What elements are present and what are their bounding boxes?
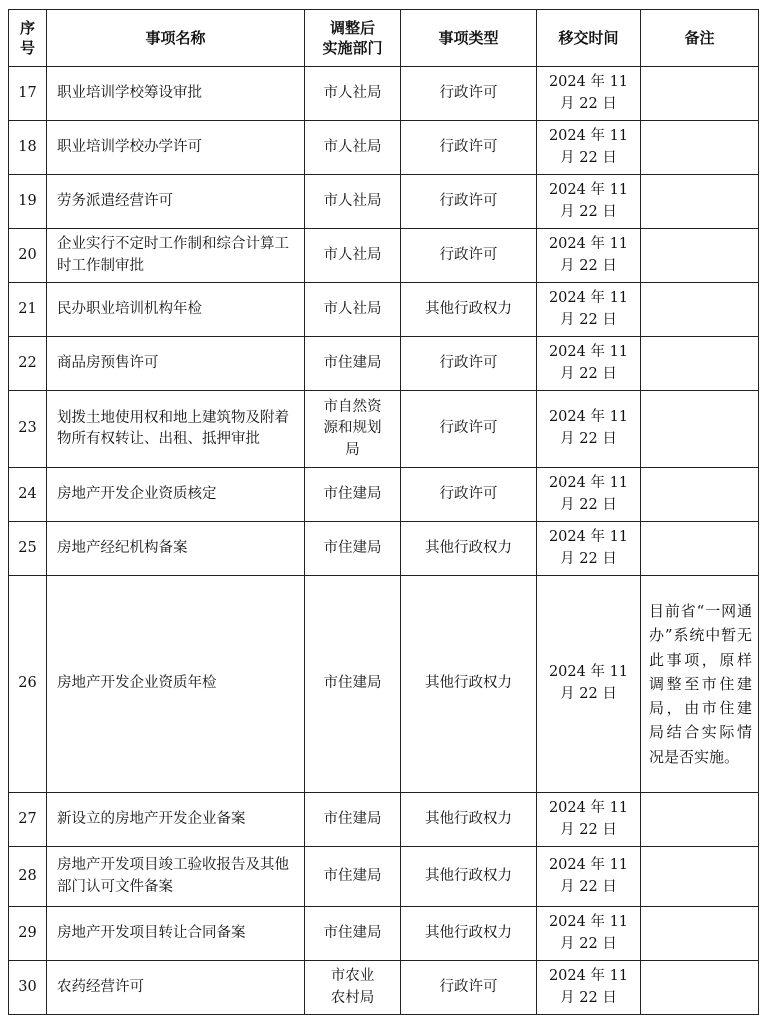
- table-row: [9, 576, 759, 793]
- row-matter-name: 民办职业培训机构年检: [47, 283, 305, 337]
- row-transfer-date: [537, 847, 641, 907]
- row-department: [305, 283, 401, 337]
- row-transfer-date: [537, 961, 641, 1015]
- row-transfer-date-line: 月 22 日: [560, 203, 617, 220]
- row-department: [305, 337, 401, 391]
- row-remarks: [641, 67, 759, 121]
- row-remarks: [641, 793, 759, 847]
- row-matter-name: 划拨土地使用权和地上建筑物及附着物所有权转让、出租、抵押审批: [47, 391, 305, 468]
- row-matter-type: 行政许可: [401, 67, 537, 121]
- header-type: 事项类型: [401, 10, 537, 67]
- row-transfer-date: [537, 229, 641, 283]
- table-row: [9, 468, 759, 522]
- row-transfer-date: [537, 175, 641, 229]
- row-remarks: [641, 121, 759, 175]
- row-matter-type: 其他行政权力: [401, 283, 537, 337]
- row-remarks: [641, 391, 759, 468]
- row-department-line: 市人社局: [323, 246, 382, 263]
- row-matter-type: 其他行政权力: [401, 847, 537, 907]
- row-department: [305, 522, 401, 576]
- row-department: [305, 793, 401, 847]
- table-row: [9, 67, 759, 121]
- row-department: [305, 961, 401, 1015]
- header-no-line1: 序: [19, 18, 35, 37]
- row-remarks: [641, 337, 759, 391]
- row-matter-type: 行政许可: [401, 468, 537, 522]
- row-transfer-date-line: 月 22 日: [560, 95, 617, 112]
- row-department-line: 市农业: [330, 968, 375, 985]
- row-number: 17: [9, 67, 47, 121]
- row-transfer-date-line: 月 22 日: [560, 878, 617, 895]
- row-transfer-date: [537, 121, 641, 175]
- row-department-line: 市人社局: [323, 300, 382, 317]
- row-number: 26: [9, 576, 47, 793]
- row-matter-name: 房地产开发企业资质年检: [47, 576, 305, 793]
- row-transfer-date-line: 月 22 日: [560, 311, 617, 328]
- row-remarks: [641, 283, 759, 337]
- row-number: 20: [9, 229, 47, 283]
- row-remarks: [641, 468, 759, 522]
- row-matter-type: 行政许可: [401, 175, 537, 229]
- row-transfer-date-line: 2024 年 11: [548, 289, 629, 306]
- row-transfer-date: [537, 337, 641, 391]
- matters-table: [8, 9, 759, 1015]
- row-matter-name: 职业培训学校筹设审批: [47, 67, 305, 121]
- row-number: 18: [9, 121, 47, 175]
- row-matter-name: 职业培训学校办学许可: [47, 121, 305, 175]
- row-matter-name: 企业实行不定时工作制和综合计算工时工作制审批: [47, 229, 305, 283]
- row-transfer-date-line: 月 22 日: [560, 821, 617, 838]
- row-transfer-date-line: 2024 年 11: [548, 235, 629, 252]
- row-transfer-date: [537, 391, 641, 468]
- row-number: 30: [9, 961, 47, 1015]
- table-row: [9, 522, 759, 576]
- table-row: [9, 847, 759, 907]
- row-number: 21: [9, 283, 47, 337]
- row-transfer-date: [537, 522, 641, 576]
- row-department: [305, 391, 401, 468]
- table-row: [9, 961, 759, 1015]
- row-department-line: 市人社局: [323, 84, 382, 101]
- row-department-line: 市自然资: [323, 399, 382, 416]
- row-number: 19: [9, 175, 47, 229]
- row-number: 27: [9, 793, 47, 847]
- row-matter-type: 其他行政权力: [401, 793, 537, 847]
- row-transfer-date-line: 2024 年 11: [548, 409, 629, 426]
- table-row: [9, 793, 759, 847]
- row-matter-type: 行政许可: [401, 121, 537, 175]
- row-department-line: 局: [345, 441, 360, 458]
- row-matter-name: 房地产开发项目竣工验收报告及其他部门认可文件备案: [47, 847, 305, 907]
- row-department: [305, 907, 401, 961]
- row-matter-type: 其他行政权力: [401, 522, 537, 576]
- row-remarks: [641, 229, 759, 283]
- row-transfer-date-line: 月 22 日: [560, 149, 617, 166]
- header-no-line2: 号: [19, 39, 35, 57]
- row-department: [305, 847, 401, 907]
- header-note: 备注: [641, 10, 759, 67]
- row-matter-type: 其他行政权力: [401, 576, 537, 793]
- row-department-line: 市人社局: [323, 192, 382, 209]
- row-department: [305, 175, 401, 229]
- row-remarks: [641, 847, 759, 907]
- header-no: [9, 10, 47, 67]
- row-transfer-date-line: 月 22 日: [560, 550, 617, 567]
- row-transfer-date-line: 月 22 日: [560, 935, 617, 952]
- row-number: 25: [9, 522, 47, 576]
- row-remarks: [641, 175, 759, 229]
- table-row: [9, 121, 759, 175]
- row-department-line: 市住建局: [323, 867, 382, 884]
- row-department-line: 市住建局: [323, 354, 382, 371]
- row-transfer-date-line: 2024 年 11: [548, 967, 629, 984]
- row-number: 29: [9, 907, 47, 961]
- row-remarks: [641, 961, 759, 1015]
- row-matter-name: 房地产经纪机构备案: [47, 522, 305, 576]
- row-transfer-date-line: 2024 年 11: [548, 856, 629, 873]
- row-transfer-date-line: 2024 年 11: [548, 127, 629, 144]
- row-department-line: 市人社局: [323, 138, 382, 155]
- row-department: [305, 67, 401, 121]
- row-department-line: 市住建局: [323, 810, 382, 827]
- table-row: [9, 229, 759, 283]
- row-transfer-date: [537, 67, 641, 121]
- row-number: 22: [9, 337, 47, 391]
- row-department-line: 市住建局: [323, 924, 382, 941]
- row-matter-name: 商品房预售许可: [47, 337, 305, 391]
- header-dept-line2: 实施部门: [322, 39, 383, 57]
- header-name: 事项名称: [47, 10, 305, 67]
- row-transfer-date-line: 月 22 日: [560, 365, 617, 382]
- header-dept-line1: 调整后: [329, 18, 375, 37]
- row-transfer-date-line: 2024 年 11: [548, 73, 629, 90]
- row-transfer-date-line: 2024 年 11: [548, 528, 629, 545]
- row-matter-name: 新设立的房地产开发企业备案: [47, 793, 305, 847]
- row-transfer-date-line: 2024 年 11: [548, 343, 629, 360]
- table-row: [9, 337, 759, 391]
- row-matter-type: 行政许可: [401, 391, 537, 468]
- row-department-line: 市住建局: [323, 539, 382, 556]
- row-transfer-date-line: 2024 年 11: [548, 913, 629, 930]
- row-transfer-date-line: 2024 年 11: [548, 799, 629, 816]
- row-matter-name: 房地产开发项目转让合同备案: [47, 907, 305, 961]
- row-department-line: 源和规划: [323, 420, 382, 437]
- row-transfer-date-line: 月 22 日: [560, 257, 617, 274]
- row-department-line: 市住建局: [323, 485, 382, 502]
- row-department: [305, 576, 401, 793]
- row-matter-name: 劳务派遣经营许可: [47, 175, 305, 229]
- table-row: [9, 907, 759, 961]
- row-department-line: 农村局: [330, 989, 375, 1006]
- row-transfer-date-line: 月 22 日: [560, 989, 617, 1006]
- row-transfer-date-line: 2024 年 11: [548, 474, 629, 491]
- row-transfer-date-line: 月 22 日: [560, 686, 617, 702]
- row-remarks: [641, 907, 759, 961]
- row-matter-name: 房地产开发企业资质核定: [47, 468, 305, 522]
- row-transfer-date-line: 2024 年 11: [548, 181, 629, 198]
- row-transfer-date: [537, 576, 641, 793]
- row-remarks: [641, 522, 759, 576]
- row-department: [305, 229, 401, 283]
- row-transfer-date-line: 2024 年 11: [548, 664, 629, 681]
- row-transfer-date: [537, 793, 641, 847]
- row-matter-type: 行政许可: [401, 961, 537, 1015]
- row-matter-type: 行政许可: [401, 229, 537, 283]
- row-transfer-date-line: 月 22 日: [560, 496, 617, 513]
- row-department: [305, 121, 401, 175]
- row-transfer-date: [537, 283, 641, 337]
- row-number: 24: [9, 468, 47, 522]
- row-number: 23: [9, 391, 47, 468]
- row-matter-type: 行政许可: [401, 337, 537, 391]
- row-department-line: 市住建局: [323, 675, 382, 692]
- row-transfer-date: [537, 907, 641, 961]
- table-row: [9, 391, 759, 468]
- header-dept: [305, 10, 401, 67]
- row-transfer-date: [537, 468, 641, 522]
- header-date: 移交时间: [537, 10, 641, 67]
- table-row: [9, 175, 759, 229]
- row-remarks: 目前省“一网通办”系统中暂无此事项，原样调整至市住建局，由市住建局结合实际情况是否实施。: [641, 576, 759, 793]
- table-body: [9, 67, 759, 1015]
- row-matter-name: 农药经营许可: [47, 961, 305, 1015]
- row-transfer-date-line: 月 22 日: [560, 431, 617, 447]
- row-department: [305, 468, 401, 522]
- table-row: [9, 283, 759, 337]
- header-row: [9, 10, 759, 67]
- row-number: 28: [9, 847, 47, 907]
- row-matter-type: 其他行政权力: [401, 907, 537, 961]
